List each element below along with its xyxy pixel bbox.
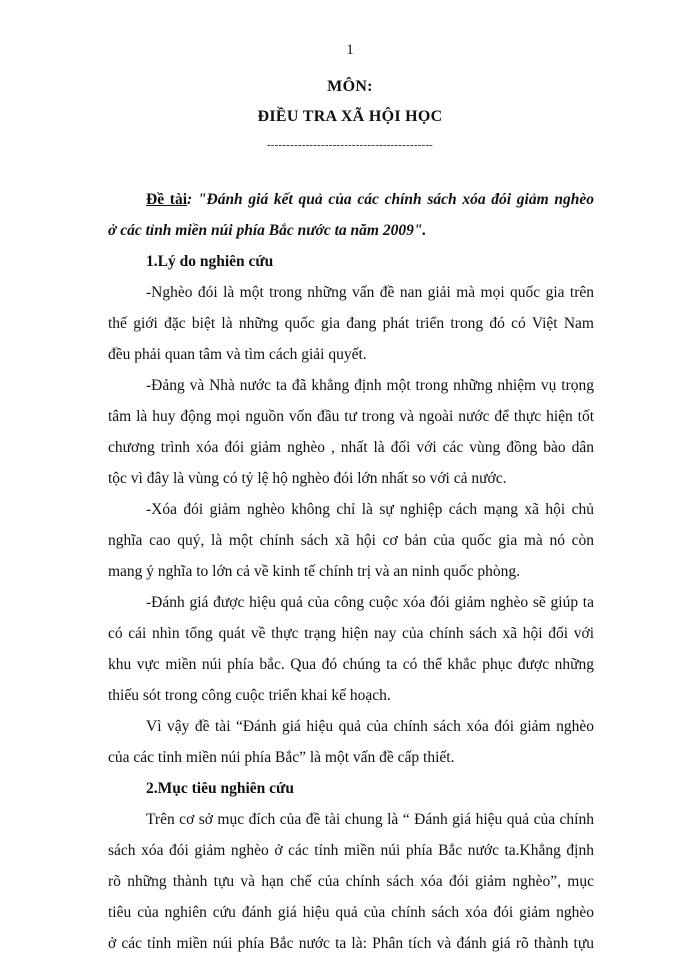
paragraph-line: Vì vậy đề tài “Đánh giá hiệu quả của chính sách xóa đói giảm nghèo [146, 718, 594, 735]
topic-title-part-1: : "Đánh giá kết quả của các chính sách xóa đói giảm nghèo [187, 191, 594, 208]
paragraph-line: thế giới đặc biệt là những quốc gia đang phát triển trong đó có Việt Nam [108, 315, 594, 332]
paragraph-line: Trên cơ sở mục đích của đề tài chung là “ Đánh giá hiệu quả của chính [146, 811, 594, 828]
course-title: ĐIỀU TRA XÃ HỘI HỌC [257, 108, 443, 125]
paragraph-line: tâm là huy động mọi nguồn vốn đầu tư trong và ngoài nước để thực hiện tốt [108, 408, 594, 425]
page-number: 1 [346, 42, 354, 58]
paragraph-line: nghĩa cao quý, là một chính sách xã hội cơ bản của quốc gia mà nó còn [108, 532, 594, 549]
section-1-heading: 1.Lý do nghiên cứu [146, 253, 274, 270]
document-body [108, 184, 594, 959]
paragraph-line: -Đánh giá được hiệu quả của công cuộc xóa đói giảm nghèo sẽ giúp ta [146, 594, 594, 611]
paragraph-line: thiếu sót trong công cuộc triển khai kế hoạch. [108, 687, 391, 704]
paragraph-line: ở các tỉnh miền núi phía Bắc nước ta là: Phân tích và đánh giá rõ thành tựu [108, 935, 594, 952]
paragraph-line: có cái nhìn tổng quát về thực trạng hiện nay của chính sách xã hội đối với [108, 625, 594, 642]
paragraph-line: -Nghèo đói là một trong những vấn đề nan giải mà mọi quốc gia trên [146, 284, 594, 301]
paragraph-line: rõ những thành tựu và hạn chế của chính sách xóa đói giảm nghèo”, mục [108, 873, 594, 890]
paragraph-line: mang ý nghĩa to lớn cả về kinh tế chính trị và an ninh quốc phòng. [108, 563, 520, 580]
paragraph-line: chương trình xóa đói giảm nghèo , nhất là đối với các vùng đồng bào dân [108, 439, 594, 456]
paragraph-line: đều phải quan tâm và tìm cách giải quyết. [108, 346, 367, 363]
paragraph-line: khu vực miền núi phía bắc. Qua đó chúng ta có thể khắc phục được những [108, 656, 594, 673]
paragraph-line: tộc vì đây là vùng có tỷ lệ hộ nghèo đói lớn nhất so với cả nước. [108, 470, 507, 487]
paragraph-line: sách xóa đói giảm nghèo ở các tỉnh miền núi phía Bắc nước ta.Khẳng định [108, 842, 594, 859]
topic-line-1 [108, 184, 594, 215]
subject-label: MÔN: [327, 78, 373, 95]
paragraph-line: tiêu của nghiên cứu đánh giá hiệu quả của chính sách xóa đói giảm nghèo [108, 904, 594, 921]
topic-line-2: ở các tỉnh miền núi phía Bắc nước ta năm 2009". [108, 222, 427, 239]
paragraph-line: -Xóa đói giảm nghèo không chỉ là sự nghiệp cách mạng xã hội chủ [146, 501, 594, 518]
section-2-heading: 2.Mục tiêu nghiên cứu [146, 780, 294, 797]
paragraph-line: -Đảng và Nhà nước ta đã khẳng định một trong những nhiệm vụ trọng [146, 377, 594, 394]
title-divider: ------------------------------------------- [266, 139, 434, 151]
topic-label: Đề tài [146, 191, 188, 208]
paragraph-line: của các tỉnh miền núi phía Bắc” là một vấn đề cấp thiết. [108, 749, 455, 766]
